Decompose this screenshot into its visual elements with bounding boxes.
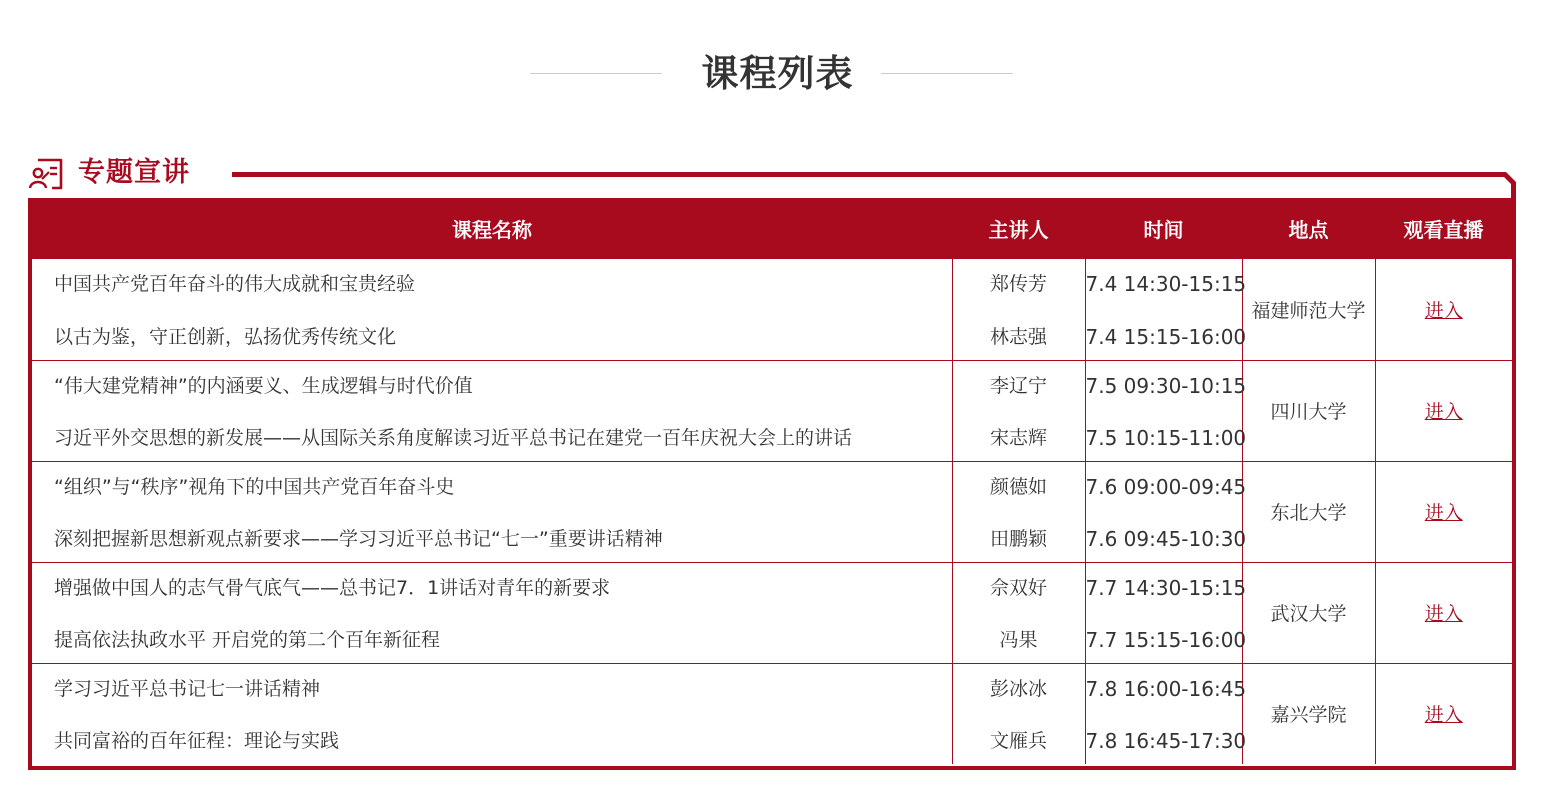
time-cell <box>1085 360 1247 461</box>
speaker-cell <box>952 562 1085 663</box>
course-time: 7.7 14:30-15:15 <box>1085 575 1247 600</box>
speaker-cell <box>952 461 1085 562</box>
watch-cell <box>1375 461 1512 562</box>
section-header <box>28 154 1516 194</box>
speaker-name: 佘双好 <box>989 576 1047 599</box>
location-cell: 四川大学 <box>1242 360 1375 461</box>
course-name: 习近平外交思想的新发展——从国际关系角度解读习近平总书记在建党一百年庆祝大会上的讲话 <box>54 426 853 449</box>
page-title: 课程列表 <box>701 52 854 95</box>
presentation-icon <box>28 156 64 192</box>
enter-live-link[interactable]: 进入 <box>1424 401 1463 423</box>
course-name-cell <box>32 562 952 663</box>
course-time: 7.4 14:30-15:15 <box>1085 272 1247 296</box>
course-time: 7.6 09:00-09:45 <box>1085 474 1247 499</box>
course-time: 7.6 09:45-10:30 <box>1085 526 1247 551</box>
course-name: 共同富裕的百年征程：理论与实践 <box>54 730 340 752</box>
enter-live-link[interactable]: 进入 <box>1424 704 1463 727</box>
table-row <box>32 360 1512 461</box>
course-name-cell <box>32 663 952 764</box>
course-time: 7.4 15:15-16:00 <box>1085 324 1247 349</box>
speaker-name: 郑传芳 <box>989 273 1047 295</box>
speaker-name: 田鹏颖 <box>989 527 1047 550</box>
watch-cell <box>1375 663 1512 764</box>
course-time: 7.5 09:30-10:15 <box>1085 373 1247 398</box>
speaker-name: 宋志辉 <box>989 426 1047 449</box>
course-name: 提高依法执政水平 开启党的第二个百年新征程 <box>54 628 441 651</box>
header-location: 地点 <box>1242 198 1375 259</box>
location-cell: 嘉兴学院 <box>1242 663 1375 764</box>
course-name: “组织”与“秩序”视角下的中国共产党百年奋斗史 <box>54 475 455 498</box>
course-time: 7.5 10:15-11:00 <box>1085 425 1247 450</box>
speaker-name: 冯果 <box>999 628 1038 651</box>
course-name: 以古为鉴，守正创新，弘扬优秀传统文化 <box>54 325 397 348</box>
course-name: 深刻把握新思想新观点新要求——学习习近平总书记“七一”重要讲话精神 <box>54 527 663 550</box>
course-name-cell <box>32 360 952 461</box>
header-course-name: 课程名称 <box>32 198 952 259</box>
table-row <box>32 259 1512 360</box>
table-header-row <box>32 198 1512 259</box>
location-cell: 武汉大学 <box>1242 562 1375 663</box>
table-row <box>32 562 1512 663</box>
speaker-cell <box>952 259 1085 360</box>
course-table <box>32 198 1512 764</box>
speaker-name: 李辽宁 <box>989 374 1047 397</box>
watch-cell <box>1375 259 1512 360</box>
section-rule <box>232 172 1496 177</box>
speaker-name: 林志强 <box>989 325 1047 348</box>
course-name: 增强做中国人的志气骨气底气——总书记7．1讲话对青年的新要求 <box>54 576 611 599</box>
header-time: 时间 <box>1085 198 1242 259</box>
section-title: 专题宣讲 <box>78 157 190 188</box>
location-cell: 福建师范大学 <box>1242 259 1375 360</box>
course-time: 7.8 16:00-16:45 <box>1085 676 1247 701</box>
course-name: 学习习近平总书记七一讲话精神 <box>54 677 321 700</box>
table-row <box>32 663 1512 764</box>
section-rule-corner <box>1492 172 1516 198</box>
table-row <box>32 461 1512 562</box>
enter-live-link[interactable]: 进入 <box>1424 299 1463 322</box>
speaker-cell <box>952 360 1085 461</box>
speaker-name: 文雁兵 <box>989 730 1047 752</box>
course-time: 7.8 16:45-17:30 <box>1085 729 1247 753</box>
location-cell: 东北大学 <box>1242 461 1375 562</box>
speaker-cell <box>952 663 1085 764</box>
course-name-cell <box>32 461 952 562</box>
watch-cell <box>1375 562 1512 663</box>
time-cell <box>1085 663 1247 764</box>
time-cell <box>1085 259 1247 360</box>
course-name: 中国共产党百年奋斗的伟大成就和宝贵经验 <box>54 273 416 295</box>
course-name-cell <box>32 259 952 360</box>
header-watch-live: 观看直播 <box>1375 198 1512 259</box>
course-name: “伟大建党精神”的内涵要义、生成逻辑与时代价值 <box>54 374 473 397</box>
course-table-frame <box>28 198 1516 770</box>
header-speaker: 主讲人 <box>952 198 1085 259</box>
speaker-name: 颜德如 <box>989 475 1047 498</box>
speaker-name: 彭冰冰 <box>989 677 1047 700</box>
course-time: 7.7 15:15-16:00 <box>1085 627 1247 652</box>
time-cell <box>1085 461 1247 562</box>
time-cell <box>1085 562 1247 663</box>
enter-live-link[interactable]: 进入 <box>1424 502 1463 524</box>
enter-live-link[interactable]: 进入 <box>1424 603 1463 625</box>
watch-cell <box>1375 360 1512 461</box>
title-divider-right <box>881 73 1013 74</box>
